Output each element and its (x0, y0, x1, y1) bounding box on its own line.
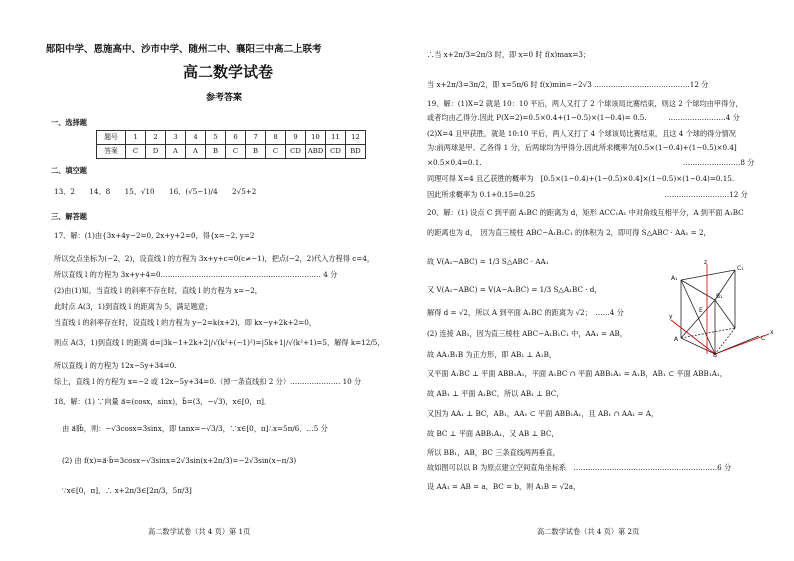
table-cell: CD (326, 145, 346, 159)
table-cell: C (126, 145, 146, 159)
text-line: 又 V(A₁−ABC) = V(A−A₁BC) = 1/3 S△A₁BC · d， (427, 285, 602, 294)
figure-label: C₁ (737, 265, 744, 272)
page-footer: 高二数学试卷（共 4 页）第 2页 (537, 527, 640, 536)
text-line: ×0.5×0.4=0.1. ……………………8 分 (427, 158, 755, 167)
text-line: 故 BC ⊥ 平面 ABB₁A₁，又 AB ⊥ BC， (427, 429, 559, 438)
text-line: 当 x+2π/3=3π/2，即 x=5π/6 时 f(x)min=−2√3 .…………………………………12 分 (427, 80, 709, 89)
text-line: 同理可得 X=4 且乙获胜的概率为 [0.5×(1−0.4)+(1−0.5)×0.4]×(1−0.5)×(1−0.4)=0.15. (427, 174, 735, 183)
table-cell: BD (346, 145, 366, 159)
page-footer: 高二数学试卷（共 4 页）第 1页 (148, 527, 251, 536)
table-cell: C (226, 145, 246, 159)
table-cell: 2 (146, 131, 166, 145)
figure-label: B₁ (716, 293, 723, 300)
text-line: 故如图可以以 B 为原点建立空间直角坐标系 ……………………………………………………6 分 (427, 463, 732, 472)
table-cell: 5 (206, 131, 226, 145)
text-line: 故 V(A₁−ABC) = 1/3 S△ABC · AA₁ (427, 257, 549, 266)
figure-label: x (770, 329, 774, 336)
table-cell: 题号 (97, 131, 126, 145)
fill-answers: 13、2 14、8 15、√10 16、(√5−1)/4 2√5+2 (54, 187, 257, 196)
text-line: 所以交点坐标为(−2，2)，设直线 l 的方程为 3x+y+c=0(c≠−1)，把点(−2，2)代入方程得 c=4， (54, 254, 375, 263)
text-line: 又因为 AA₁ ⊥ BC，AB₁，AA₁ ⊂ 平面 ABB₁A₁，且 AB₁ ∩ AA₁ = A， (427, 409, 659, 418)
table-cell: 10 (306, 131, 326, 145)
table-cell: 11 (326, 131, 346, 145)
figure-label: A₁ (671, 275, 678, 282)
answer-table (96, 130, 366, 159)
table-cell: D (146, 145, 166, 159)
figure-label: z (704, 259, 708, 266)
text-line: ∵x∈[0，π]，∴ x+2π/3∈[2π/3，5π/3] (62, 486, 192, 495)
table-cell: 12 (346, 131, 366, 145)
answer-page-2 (397, 0, 794, 561)
text-line: 为:前两球是甲、乙各得 1 分，后两球均为甲得分.因此所求概率为[0.5×(1−0.4)+(1−0.5)×0.4] (427, 143, 737, 152)
table-cell: A (186, 145, 206, 159)
text-line: 18、解：(1) ∵向量 a⃗=(cosx，sinx)，b⃗=(3，−√3)，x∈[0，π]． (54, 397, 272, 406)
table-cell: 1 (126, 131, 146, 145)
text-line: 故 AA₁B₁B 为正方形，即 AB₁ ⊥ A₁B， (427, 350, 557, 359)
text-line: 19、解：(1)X=2 就是 10：10 平后，两人又打了 2 个球该局比赛结束，则这 2 个球均由甲得分， (427, 99, 743, 108)
text-line: 因此所求概率为 0.1+0.15=0.25 ………………………12 分 (427, 190, 748, 199)
text-line: (2) 连接 AB₁，因为直三棱柱 ABC−A₁B₁C₁ 中，AA₁ = AB， (427, 329, 627, 338)
table-cell: C (266, 145, 286, 159)
figure-label: y (669, 313, 673, 320)
text-line: 此时点 A(3，1)到直线 l 的距离为 5，满足题意； (54, 302, 213, 311)
text-line: 或者均由乙得分.因此 P(X=2)=0.5×0.4+(1−0.5)×(1−0.4)= 0.5. ……………………4 分 (427, 113, 740, 122)
table-cell: 7 (246, 131, 266, 145)
table-cell: CD (286, 145, 306, 159)
table-cell: B (246, 145, 266, 159)
table-cell: 答案 (97, 145, 126, 159)
text-line: 则点 A(3，1)到直线 l 的距离 d=|3k−1+2k+2|/√(k²+(−1)²)=|5k+1|/√(k²+1)=5，解得 k=12/5， (54, 338, 385, 347)
table-cell: 9 (286, 131, 306, 145)
figure-label: A (674, 336, 679, 343)
answer-heading: 参考答案 (206, 93, 243, 103)
table-cell: A (166, 145, 186, 159)
exam-name: 高二数学试卷 (183, 63, 274, 81)
text-line: 所以直线 l 的方程为 12x−5y+34=0. (54, 361, 177, 370)
text-line: 20、解：(1) 设点 C 到平面 A₁BC 的距离为 d，矩形 ACC₁A₁ 中对角线互相平分，A 到平面 A₁BC (427, 208, 744, 217)
text-line: 又平面 A₁BC ⊥ 平面 ABB₁A₁，平面 A₁BC ∩ 平面 ABB₁A₁ = A₁B，AB₁ ⊂ 平面 ABB₁A₁， (427, 369, 727, 378)
text-line: 所以直线 l 的方程为 3x+y+4=0.………………………………………………………… 4 分 (54, 270, 338, 279)
table-cell: ABD (306, 145, 326, 159)
table-cell: 8 (266, 131, 286, 145)
table-cell: B (206, 145, 226, 159)
text-line: 的距离也为 d， 因为直三棱柱 ABC−A₁B₁C₁ 的体积为 2，即可得 S△ABC · AA₁ = 2， (427, 228, 711, 237)
text-line: ∴当 x+2π/3=2π/3 时，即 x=0 时 f(x)max=3； (427, 50, 591, 59)
text-line: (2) 由 f(x)=a⃗·b⃗=3cosx−√3sinx=2√3sin(x+2π/3)=−2√3sin(x−π/3) (62, 456, 297, 465)
figure-label: E (699, 307, 703, 314)
table-header-row (97, 131, 366, 145)
text-line: 故 AB₁ ⊥ 平面 A₁BC，所以 AB₁ ⊥ BC， (427, 389, 564, 398)
text-line: 综上，直线 l 的方程为 x=−2 或 12x−5y+34=0.（掉一条直线扣 2 分）………………… 10 分 (54, 377, 362, 386)
text-line: (2)由(1)知，当直线 l 的斜率不存在时，直线 l 的方程为 x=−2， (54, 286, 262, 295)
prism-figure (669, 258, 777, 358)
table-cell: 6 (226, 131, 246, 145)
section-choice: 一、选择题 (51, 118, 87, 127)
exam-title: 郧阳中学、恩施高中、沙市中学、随州二中、襄阳三中高二上联考 (46, 44, 322, 55)
table-cell: 4 (186, 131, 206, 145)
figure-label: C (761, 335, 766, 342)
text-line: 所以 BB₁，AB，BC 三条直线两两垂直， (427, 448, 560, 457)
text-line: 由 a⃗∥b⃗，则：−√3cosx=3sinx，即 tanx=−√3/3，∵x∈[0，π]∴x=5π/6．…5 分 (62, 424, 328, 433)
text-line: 当直线 l 的斜率存在时，设直线 l 的方程为 y−2=k(x+2)，即 kx−y+2k+2=0， (54, 318, 316, 327)
table-answer-row (97, 145, 366, 159)
text-line: 解得 d = √2，所以 A 到平面 A₁BC 的距离为 √2； ……4 分 (427, 308, 624, 317)
figure-label: B (713, 352, 718, 358)
text-line: 17、解：(1)由{3x+4y−2=0, 2x+y+2=0，得{x=−2, y=2 (54, 231, 255, 240)
text-line: 设 AA₁ = AB = a，BC = b，则 A₁B = √2a， (427, 482, 581, 491)
text-line: (2)X=4 且甲获胜，就是 10:10 平后，两人又打了 4 个球该局比赛结束，且这 4 个球的得分情况 (427, 129, 736, 138)
section-fill: 二、填空题 (51, 166, 87, 175)
table-cell: 3 (166, 131, 186, 145)
section-solve: 三、解答题 (51, 212, 87, 221)
